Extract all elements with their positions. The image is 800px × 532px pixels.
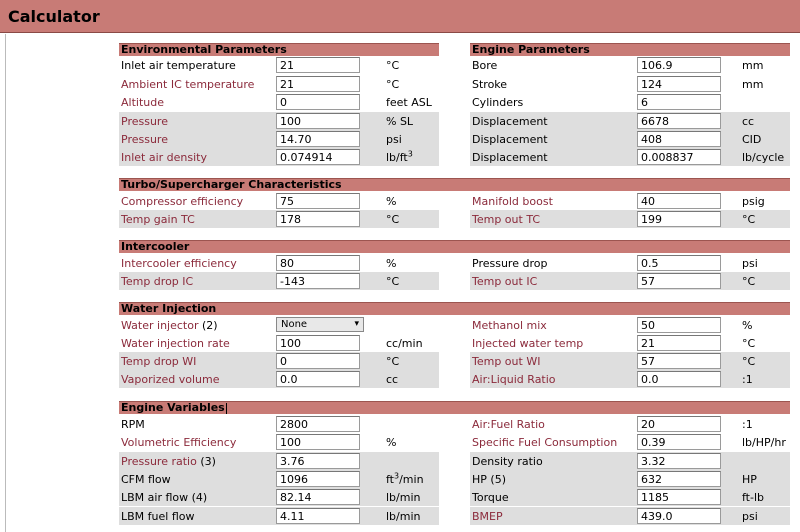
form-row xyxy=(119,488,439,506)
turbo-temp-out-tc-unit xyxy=(742,213,755,226)
ev-volumetric-efficiency-input[interactable] xyxy=(276,434,360,450)
form-row xyxy=(119,56,439,74)
turbo-temp-out-tc-input[interactable] xyxy=(637,211,721,227)
eng-displacement-5-input[interactable] xyxy=(637,149,721,165)
turbo-temp-out-tc-unit-text: °C xyxy=(742,213,756,226)
form-row xyxy=(470,370,790,388)
env-altitude-2-unit xyxy=(386,96,432,109)
ic-pressure-drop-label-text: Pressure drop xyxy=(472,257,548,270)
eng-stroke-1-label-text: Stroke xyxy=(472,78,508,91)
eng-displacement-4-unit xyxy=(742,133,761,146)
env-inlet-air-density-5-unit-sup: 3 xyxy=(407,149,413,159)
env-inlet-air-density-5-unit-text: lb/ft xyxy=(386,151,408,164)
turbo-temp-out-tc-label-text[interactable]: Temp out TC xyxy=(472,213,541,226)
env-ambient-ic-temperature-1-input[interactable] xyxy=(276,76,360,92)
ev-pressure-ratio-input[interactable] xyxy=(276,453,360,469)
wi-temp-drop-wi-unit-text: °C xyxy=(386,355,400,368)
ic-intercooler-efficiency-unit xyxy=(386,257,396,270)
env-inlet-air-density-5-unit xyxy=(386,151,413,164)
ev-lbm-fuel-flow-unit-text: lb/min xyxy=(386,510,421,523)
wi-water-injection-rate-input[interactable] xyxy=(276,335,360,351)
form-row xyxy=(470,130,790,148)
turbo-manifold-boost-unit-text: psig xyxy=(742,195,765,208)
ev-bmep-label[interactable] xyxy=(472,510,503,523)
form-row xyxy=(119,210,439,228)
ic-pressure-drop-unit xyxy=(742,257,758,270)
section-engine-variables-header: Engine Variables xyxy=(119,401,790,414)
env-altitude-2-unit-text: feet ASL xyxy=(386,96,432,109)
eng-stroke-1-label xyxy=(472,78,507,91)
ev-lbm-fuel-flow-label xyxy=(121,510,194,523)
page-title: Calculator xyxy=(8,7,100,26)
form-row xyxy=(470,352,790,370)
form-row xyxy=(119,192,439,210)
wi-vaporized-volume-unit-text: cc xyxy=(386,373,399,386)
form-row xyxy=(119,452,439,470)
wi-temp-out-wi-label-text[interactable]: Temp out WI xyxy=(472,355,541,368)
wi-temp-out-wi-unit-text: °C xyxy=(742,355,756,368)
form-row xyxy=(470,452,790,470)
env-altitude-2-label-text[interactable]: Altitude xyxy=(121,96,164,109)
ev-lbm-fuel-flow-input[interactable] xyxy=(276,508,360,524)
eng-cylinders-2-label xyxy=(472,96,523,109)
eng-displacement-3-unit-text: cc xyxy=(742,115,755,128)
text-cursor xyxy=(226,403,227,414)
form-row xyxy=(470,433,790,451)
form-row xyxy=(119,112,439,130)
ic-temp-drop-ic-label[interactable] xyxy=(121,275,193,288)
eng-stroke-1-input[interactable] xyxy=(637,76,721,92)
env-inlet-air-temperature-0-unit xyxy=(386,59,399,72)
ev-bmep-input[interactable] xyxy=(637,508,721,524)
env-pressure-4-label-text[interactable]: Pressure xyxy=(121,133,168,146)
env-altitude-2-label[interactable] xyxy=(121,96,164,109)
eng-displacement-5-unit xyxy=(742,151,784,164)
ic-intercooler-efficiency-unit-text: % xyxy=(386,257,397,270)
ic-temp-out-ic-input[interactable] xyxy=(637,273,721,289)
env-pressure-4-unit-text: psi xyxy=(386,133,402,146)
form-row xyxy=(119,272,439,290)
env-inlet-air-density-5-label[interactable] xyxy=(121,151,207,164)
turbo-manifold-boost-input[interactable] xyxy=(637,193,721,209)
wi-vaporized-volume-unit xyxy=(386,373,398,386)
ev-hp-note[interactable]: (5) xyxy=(490,473,506,486)
water-injector-select[interactable] xyxy=(276,317,364,332)
env-inlet-air-temperature-0-label-text: Inlet air temperature xyxy=(121,59,236,72)
eng-displacement-3-input[interactable] xyxy=(637,113,721,129)
ic-pressure-drop-input[interactable] xyxy=(637,255,721,271)
ev-cfm-flow-unit-text: ft xyxy=(386,473,394,486)
wi-methanol-mix-unit xyxy=(742,319,752,332)
ev-volumetric-efficiency-label-text[interactable]: Volumetric Efficiency xyxy=(121,436,237,449)
wi-air-liquid-ratio-input[interactable] xyxy=(637,371,721,387)
wi-vaporized-volume-input[interactable] xyxy=(276,371,360,387)
form-row xyxy=(119,130,439,148)
env-pressure-3-label[interactable] xyxy=(121,115,168,128)
ev-volumetric-efficiency-label[interactable] xyxy=(121,436,236,449)
form-row xyxy=(470,507,790,525)
ev-bmep-label-text[interactable]: BMEP xyxy=(472,510,503,523)
ev-air-fuel-ratio-input[interactable] xyxy=(637,416,721,432)
wi-injected-water-temp-label[interactable] xyxy=(472,337,583,350)
ev-cfm-flow-unit-sup: 3 xyxy=(394,471,400,481)
ev-torque-unit-text: ft-lb xyxy=(742,491,764,504)
section-engine-parameters-header: Engine Parameters xyxy=(470,43,790,56)
ev-pressure-ratio-label-text[interactable]: Pressure ratio xyxy=(121,455,197,468)
env-inlet-air-temperature-0-input[interactable] xyxy=(276,57,360,73)
form-row xyxy=(119,148,439,166)
ic-intercooler-efficiency-label-text[interactable]: Intercooler efficiency xyxy=(121,257,237,270)
env-pressure-4-input[interactable] xyxy=(276,131,360,147)
eng-bore-0-label-text: Bore xyxy=(472,59,498,72)
env-pressure-3-unit xyxy=(386,115,413,128)
ic-temp-drop-ic-input[interactable] xyxy=(276,273,360,289)
ev-air-fuel-ratio-label[interactable] xyxy=(472,418,545,431)
wi-methanol-mix-label[interactable] xyxy=(472,319,547,332)
ic-temp-drop-ic-label-text[interactable]: Temp drop IC xyxy=(121,275,194,288)
env-pressure-3-input[interactable] xyxy=(276,113,360,129)
ev-torque-input[interactable] xyxy=(637,489,721,505)
ev-cfm-flow-label-text: CFM flow xyxy=(121,473,171,486)
wi-injected-water-temp-unit-text: °C xyxy=(742,337,756,350)
ev-hp-label xyxy=(472,473,506,486)
form-row xyxy=(119,93,439,111)
ev-lbm-air-flow-note[interactable]: (4) xyxy=(191,491,208,504)
ev-density-ratio-label-text: Density ratio xyxy=(472,455,543,468)
section-environmental-header: Environmental Parameters xyxy=(119,43,439,56)
ev-pressure-ratio-label[interactable] xyxy=(121,455,216,468)
ev-cfm-flow-label xyxy=(121,473,171,486)
eng-bore-0-input[interactable] xyxy=(637,57,721,73)
turbo-manifold-boost-label[interactable] xyxy=(472,195,553,208)
wi-temp-drop-wi-label-text[interactable]: Temp drop WI xyxy=(121,355,197,368)
ev-cfm-flow-unit xyxy=(386,473,424,486)
ic-pressure-drop-unit-text: psi xyxy=(742,257,758,270)
wi-water-injection-rate-label[interactable] xyxy=(121,337,230,350)
wi-temp-out-wi-label[interactable] xyxy=(472,355,540,368)
env-inlet-air-density-5-input[interactable] xyxy=(276,149,360,165)
turbo-compressor-efficiency-unit-text: % xyxy=(386,195,397,208)
wi-water-injection-rate-unit-text: cc/min xyxy=(386,337,423,350)
wi-water-injection-rate-unit xyxy=(386,337,423,350)
turbo-compressor-efficiency-input[interactable] xyxy=(276,193,360,209)
turbo-temp-gain-tc-label-text[interactable]: Temp gain TC xyxy=(121,213,195,226)
eng-stroke-1-unit xyxy=(742,78,763,91)
wi-injected-water-temp-input[interactable] xyxy=(637,335,721,351)
wi-temp-out-wi-input[interactable] xyxy=(637,353,721,369)
ev-specific-fuel-consumption-input[interactable] xyxy=(637,434,721,450)
wi-water-injection-rate-label-text[interactable]: Water injection rate xyxy=(121,337,230,350)
ev-hp-label-text: HP xyxy=(472,473,487,486)
eng-displacement-4-label xyxy=(472,133,548,146)
turbo-compressor-efficiency-label-text[interactable]: Compressor efficiency xyxy=(121,195,244,208)
chevron-down-icon: ▾ xyxy=(354,319,359,329)
section-intercooler-header: Intercooler xyxy=(119,240,790,253)
form-row xyxy=(470,75,790,93)
ev-specific-fuel-consumption-label[interactable] xyxy=(472,436,617,449)
wi-temp-drop-wi-unit xyxy=(386,355,399,368)
eng-displacement-5-unit-text: lb/cycle xyxy=(742,151,785,164)
env-ambient-ic-temperature-1-unit-text: °C xyxy=(386,78,400,91)
ev-air-fuel-ratio-label-text[interactable]: Air:Fuel Ratio xyxy=(472,418,545,431)
ev-rpm-label xyxy=(121,418,145,431)
wi-methanol-mix-label-text[interactable]: Methanol mix xyxy=(472,319,547,332)
ic-temp-out-ic-label[interactable] xyxy=(472,275,537,288)
ev-hp-unit xyxy=(742,473,757,486)
form-row xyxy=(119,334,439,352)
wi-vaporized-volume-label-text[interactable]: Vaporized volume xyxy=(121,373,220,386)
title-bar xyxy=(0,0,800,33)
ev-bmep-unit xyxy=(742,510,758,523)
form-row xyxy=(470,254,790,272)
turbo-temp-gain-tc-unit-text: °C xyxy=(386,213,400,226)
ev-hp-input[interactable] xyxy=(637,471,721,487)
ic-intercooler-efficiency-label[interactable] xyxy=(121,257,237,270)
wi-methanol-mix-unit-text: % xyxy=(742,319,753,332)
eng-bore-0-unit-text: mm xyxy=(742,59,764,72)
ic-temp-out-ic-label-text[interactable]: Temp out IC xyxy=(472,275,538,288)
form-row xyxy=(470,93,790,111)
form-row xyxy=(119,415,439,433)
ic-temp-drop-ic-unit-text: °C xyxy=(386,275,400,288)
wi-temp-out-wi-unit xyxy=(742,355,755,368)
form-row xyxy=(470,415,790,433)
form-row xyxy=(470,470,790,488)
ev-torque-label-text: Torque xyxy=(472,491,509,504)
wi-injected-water-temp-unit xyxy=(742,337,755,350)
turbo-compressor-efficiency-label[interactable] xyxy=(121,195,243,208)
eng-cylinders-2-input[interactable] xyxy=(637,94,721,110)
water-injector-select-value: None xyxy=(281,319,308,330)
form-row xyxy=(470,210,790,228)
eng-cylinders-2-label-text: Cylinders xyxy=(472,96,524,109)
eng-displacement-5-label-text: Displacement xyxy=(472,151,548,164)
ev-rpm-input[interactable] xyxy=(276,416,360,432)
env-pressure-3-label-text[interactable]: Pressure xyxy=(121,115,168,128)
env-pressure-4-label[interactable] xyxy=(121,133,168,146)
form-row xyxy=(119,507,439,525)
ev-lbm-air-flow-label xyxy=(121,491,207,504)
env-ambient-ic-temperature-1-label[interactable] xyxy=(121,78,254,91)
ev-volumetric-efficiency-unit-text: % xyxy=(386,436,397,449)
wi-air-liquid-ratio-unit xyxy=(742,373,753,386)
turbo-temp-gain-tc-label[interactable] xyxy=(121,213,195,226)
form-row xyxy=(470,334,790,352)
turbo-temp-out-tc-label[interactable] xyxy=(472,213,540,226)
form-row xyxy=(119,316,439,334)
ev-cfm-flow-unit-after: /min xyxy=(399,473,424,486)
ev-specific-fuel-consumption-unit-text: lb/HP/hr xyxy=(742,436,786,449)
left-border xyxy=(5,34,6,532)
form-row xyxy=(119,433,439,451)
ev-specific-fuel-consumption-unit xyxy=(742,436,786,449)
ev-lbm-air-flow-label-text: LBM air flow xyxy=(121,491,189,504)
section-turbo-header: Turbo/Supercharger Characteristics xyxy=(119,178,790,191)
eng-bore-0-label xyxy=(472,59,497,72)
eng-displacement-3-unit xyxy=(742,115,754,128)
form-row xyxy=(470,56,790,74)
wi-injected-water-temp-label-text[interactable]: Injected water temp xyxy=(472,337,584,350)
ev-density-ratio-input[interactable] xyxy=(637,453,721,469)
wi-vaporized-volume-label[interactable] xyxy=(121,373,219,386)
ic-temp-drop-ic-unit xyxy=(386,275,399,288)
wi-air-liquid-ratio-label-text[interactable]: Air:Liquid Ratio xyxy=(472,373,556,386)
form-row xyxy=(470,112,790,130)
ev-lbm-fuel-flow-unit xyxy=(386,510,421,523)
eng-bore-0-unit xyxy=(742,59,763,72)
eng-displacement-3-label xyxy=(472,115,548,128)
turbo-compressor-efficiency-unit xyxy=(386,195,396,208)
env-altitude-2-input[interactable] xyxy=(276,94,360,110)
form-row xyxy=(470,272,790,290)
ev-air-fuel-ratio-unit-text: :1 xyxy=(742,418,753,431)
ic-pressure-drop-label xyxy=(472,257,547,270)
ev-bmep-unit-text: psi xyxy=(742,510,758,523)
ic-temp-out-ic-unit xyxy=(742,275,755,288)
ev-lbm-fuel-flow-label-text: LBM fuel flow xyxy=(121,510,195,523)
ev-density-ratio-label xyxy=(472,455,543,468)
ev-hp-unit-text: HP xyxy=(742,473,757,486)
ic-intercooler-efficiency-input[interactable] xyxy=(276,255,360,271)
env-inlet-air-temperature-0-unit-text: °C xyxy=(386,59,400,72)
turbo-manifold-boost-label-text[interactable]: Manifold boost xyxy=(472,195,553,208)
turbo-manifold-boost-unit xyxy=(742,195,765,208)
wi-air-liquid-ratio-label[interactable] xyxy=(472,373,556,386)
eng-stroke-1-unit-text: mm xyxy=(742,78,764,91)
eng-displacement-4-unit-text: CID xyxy=(742,133,762,146)
eng-displacement-4-label-text: Displacement xyxy=(472,133,548,146)
ev-lbm-air-flow-input[interactable] xyxy=(276,489,360,505)
env-pressure-4-unit xyxy=(386,133,402,146)
ev-lbm-air-flow-unit xyxy=(386,491,421,504)
form-row xyxy=(119,370,439,388)
env-ambient-ic-temperature-1-label-text[interactable]: Ambient IC temperature xyxy=(121,78,255,91)
ev-torque-unit xyxy=(742,491,764,504)
ev-cfm-flow-input[interactable] xyxy=(276,471,360,487)
ev-torque-label xyxy=(472,491,509,504)
form-row xyxy=(470,148,790,166)
turbo-temp-gain-tc-unit xyxy=(386,213,399,226)
wi-temp-drop-wi-input[interactable] xyxy=(276,353,360,369)
wi-air-liquid-ratio-unit-text: :1 xyxy=(742,373,753,386)
form-row xyxy=(470,488,790,506)
env-pressure-3-unit-text: % SL xyxy=(386,115,414,128)
water-injector-label[interactable] xyxy=(121,319,218,332)
form-row xyxy=(470,316,790,334)
wi-temp-drop-wi-label[interactable] xyxy=(121,355,196,368)
eng-displacement-3-label-text: Displacement xyxy=(472,115,548,128)
eng-displacement-4-input[interactable] xyxy=(637,131,721,147)
ev-specific-fuel-consumption-label-text[interactable]: Specific Fuel Consumption xyxy=(472,436,618,449)
turbo-temp-gain-tc-input[interactable] xyxy=(276,211,360,227)
env-ambient-ic-temperature-1-unit xyxy=(386,78,399,91)
ev-rpm-label-text: RPM xyxy=(121,418,145,431)
section-water-injection-header: Water Injection xyxy=(119,302,790,315)
eng-displacement-5-label xyxy=(472,151,548,164)
wi-methanol-mix-input[interactable] xyxy=(637,317,721,333)
ev-volumetric-efficiency-unit xyxy=(386,436,396,449)
water-injector-label-text[interactable]: Water injector xyxy=(121,319,199,332)
ic-temp-out-ic-unit-text: °C xyxy=(742,275,756,288)
ev-air-fuel-ratio-unit xyxy=(742,418,753,431)
form-row xyxy=(119,470,439,488)
env-inlet-air-density-5-label-text[interactable]: Inlet air density xyxy=(121,151,207,164)
form-row xyxy=(119,75,439,93)
env-inlet-air-temperature-0-label xyxy=(121,59,236,72)
form-row xyxy=(470,192,790,210)
form-row xyxy=(119,254,439,272)
water-injector-note[interactable]: (2) xyxy=(201,319,218,332)
ev-pressure-ratio-note[interactable]: (3) xyxy=(200,455,216,468)
ev-lbm-air-flow-unit-text: lb/min xyxy=(386,491,421,504)
form-row xyxy=(119,352,439,370)
